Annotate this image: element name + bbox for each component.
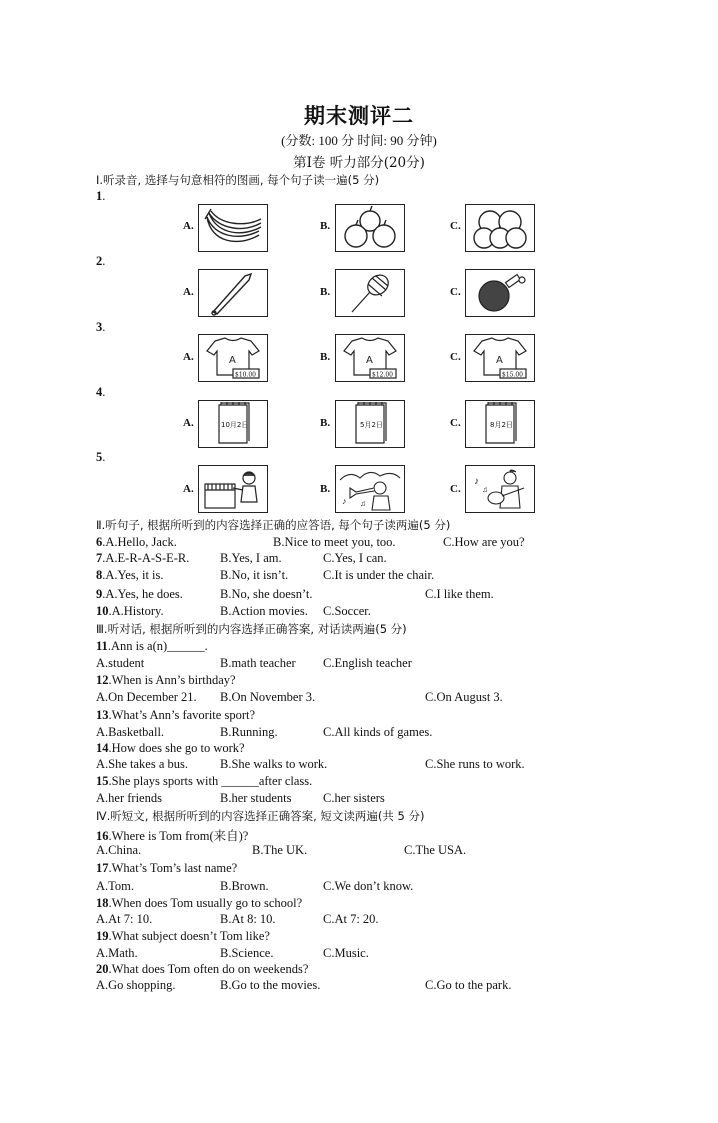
question-8: 8.A.Yes, it is. [96, 568, 164, 582]
option-a: A.She takes a bus. [96, 757, 188, 771]
option-label: C. [450, 483, 461, 495]
calendar-icon[interactable] [335, 400, 405, 448]
option-c: C.Music. [323, 946, 369, 960]
calendar-icon[interactable] [465, 400, 535, 448]
option-c: C.On August 3. [425, 690, 503, 704]
svg-text:A: A [366, 355, 373, 366]
option-a: A.On December 21. [96, 690, 197, 704]
question-13: 13.What’s Ann’s favorite sport? [96, 708, 255, 722]
price-tag: $12.00 [372, 371, 393, 379]
section-3-heading: Ⅲ.听对话, 根据所听到的内容选择正确答案, 对话读两遍(5 分) [96, 622, 407, 636]
option-label: A. [183, 483, 194, 495]
option-b: B.Science. [220, 946, 274, 960]
option-b: B.Running. [220, 725, 278, 739]
option-b: B.math teacher [220, 656, 296, 670]
option-c: C.I like them. [425, 587, 494, 601]
oranges-icon[interactable] [465, 204, 535, 252]
question-9: 9.A.Yes, he does. [96, 587, 183, 601]
ping-pong-paddle-icon[interactable] [465, 269, 535, 317]
calendar-icon[interactable] [198, 400, 268, 448]
option-b: B.Go to the movies. [220, 978, 321, 992]
question-11: 11.Ann is a(n)______. [96, 639, 208, 653]
option-b: B.Nice to meet you, too. [273, 535, 396, 549]
question-number: 4. [96, 385, 106, 399]
option-b: B.Action movies. [220, 604, 308, 618]
question-7: 7.A.E-R-A-S-E-R. [96, 551, 190, 565]
option-a: A.Basketball. [96, 725, 165, 739]
question-19: 19.What subject doesn’t Tom like? [96, 929, 270, 943]
question-10: 10.A.History. [96, 604, 164, 618]
section-2-heading: Ⅱ.听句子, 根据所听到的内容选择正确的应答语, 每个句子读两遍(5 分) [96, 518, 451, 532]
question-12: 12.When is Ann’s birthday? [96, 673, 236, 687]
option-c: C.How are you? [443, 535, 525, 549]
question-15: 15.She plays sports with ______after class. [96, 774, 313, 788]
option-label: B. [320, 417, 331, 429]
option-c: C.Go to the park. [425, 978, 512, 992]
piano-player-icon[interactable] [198, 465, 268, 513]
option-b: B.At 8: 10. [220, 912, 276, 926]
svg-text:♪: ♪ [474, 476, 479, 487]
option-b: B.Brown. [220, 879, 269, 893]
question-number: 1. [96, 189, 106, 203]
tshirt-icon[interactable] [198, 334, 268, 382]
option-label: C. [450, 417, 461, 429]
option-c: C.She runs to work. [425, 757, 525, 771]
option-c: C.At 7: 20. [323, 912, 379, 926]
score-time-line: (分数: 100 分 时间: 90 分钟) [281, 133, 437, 148]
option-label: B. [320, 483, 331, 495]
calendar-date: 5月2日 [360, 421, 383, 429]
question-6: 6.A.Hello, Jack. [96, 535, 177, 549]
option-a: A.Tom. [96, 879, 135, 893]
option-c: C.All kinds of games. [323, 725, 433, 739]
calendar-date: 10月2日 [221, 421, 249, 429]
option-c: C.It is under the chair. [323, 568, 435, 582]
question-14: 14.How does she go to work? [96, 741, 245, 755]
calendar-date: 8月2日 [490, 421, 513, 429]
question-number: 3. [96, 320, 106, 334]
tshirt-icon[interactable] [335, 334, 405, 382]
question-17: 17.What’s Tom’s last name? [96, 861, 238, 875]
part-heading: 第Ⅰ卷 听力部分(20分) [293, 155, 425, 171]
option-label: A. [183, 220, 194, 232]
option-label: C. [450, 351, 461, 363]
apples-icon[interactable] [335, 204, 405, 252]
tshirt-icon[interactable] [465, 334, 535, 382]
option-a: A.At 7: 10. [96, 912, 153, 926]
option-a: A.student [96, 656, 145, 670]
option-label: A. [183, 351, 194, 363]
option-label: C. [450, 220, 461, 232]
option-a: A.Go shopping. [96, 978, 176, 992]
question-20: 20.What does Tom often do on weekends? [96, 962, 309, 976]
option-c: C.We don’t know. [323, 879, 414, 893]
question-16: 16.Where is Tom from(来自)? [96, 829, 249, 843]
option-a: A.China. [96, 843, 142, 857]
option-label: A. [183, 417, 194, 429]
option-a: A.Math. [96, 946, 138, 960]
section-4-heading: Ⅳ.听短文, 根据所听到的内容选择正确答案, 短文读两遍(共 5 分) [96, 809, 425, 823]
question-number: 5. [96, 450, 106, 464]
option-a: A.her friends [96, 791, 162, 805]
svg-text:A: A [496, 355, 503, 366]
bananas-icon[interactable] [198, 204, 268, 252]
price-tag: $15.00 [502, 371, 523, 379]
price-tag: $10.00 [235, 371, 256, 379]
option-label: C. [450, 286, 461, 298]
option-c: C.English teacher [323, 656, 412, 670]
option-c: C.Yes, I can. [323, 551, 387, 565]
trumpet-player-icon[interactable] [335, 465, 405, 513]
option-label: B. [320, 351, 331, 363]
svg-text:A: A [229, 355, 236, 366]
baseball-bat-icon[interactable] [198, 269, 268, 317]
option-b: B.She walks to work. [220, 757, 328, 771]
option-label: A. [183, 286, 194, 298]
question-18: 18.When does Tom usually go to school? [96, 896, 303, 910]
svg-text:♪: ♪ [342, 496, 347, 506]
option-b: B.On November 3. [220, 690, 316, 704]
svg-text:♫: ♫ [482, 485, 488, 494]
guitar-player-icon[interactable] [465, 465, 535, 513]
tennis-racket-icon[interactable] [335, 269, 405, 317]
option-b: B.No, it isn’t. [220, 568, 289, 582]
option-b: B.The UK. [252, 843, 308, 857]
option-c: C.The USA. [404, 843, 467, 857]
option-c: C.her sisters [323, 791, 385, 805]
option-b: B.No, she doesn’t. [220, 587, 313, 601]
option-b: B.Yes, I am. [220, 551, 282, 565]
section-1-heading: Ⅰ.听录音, 选择与句意相符的图画, 每个句子读一遍(5 分) [96, 173, 380, 187]
svg-text:♫: ♫ [360, 499, 366, 508]
option-label: B. [320, 286, 331, 298]
page-title: 期末测评二 [304, 104, 414, 128]
option-b: B.her students [220, 791, 292, 805]
option-label: B. [320, 220, 331, 232]
question-number: 2. [96, 254, 106, 268]
option-c: C.Soccer. [323, 604, 371, 618]
